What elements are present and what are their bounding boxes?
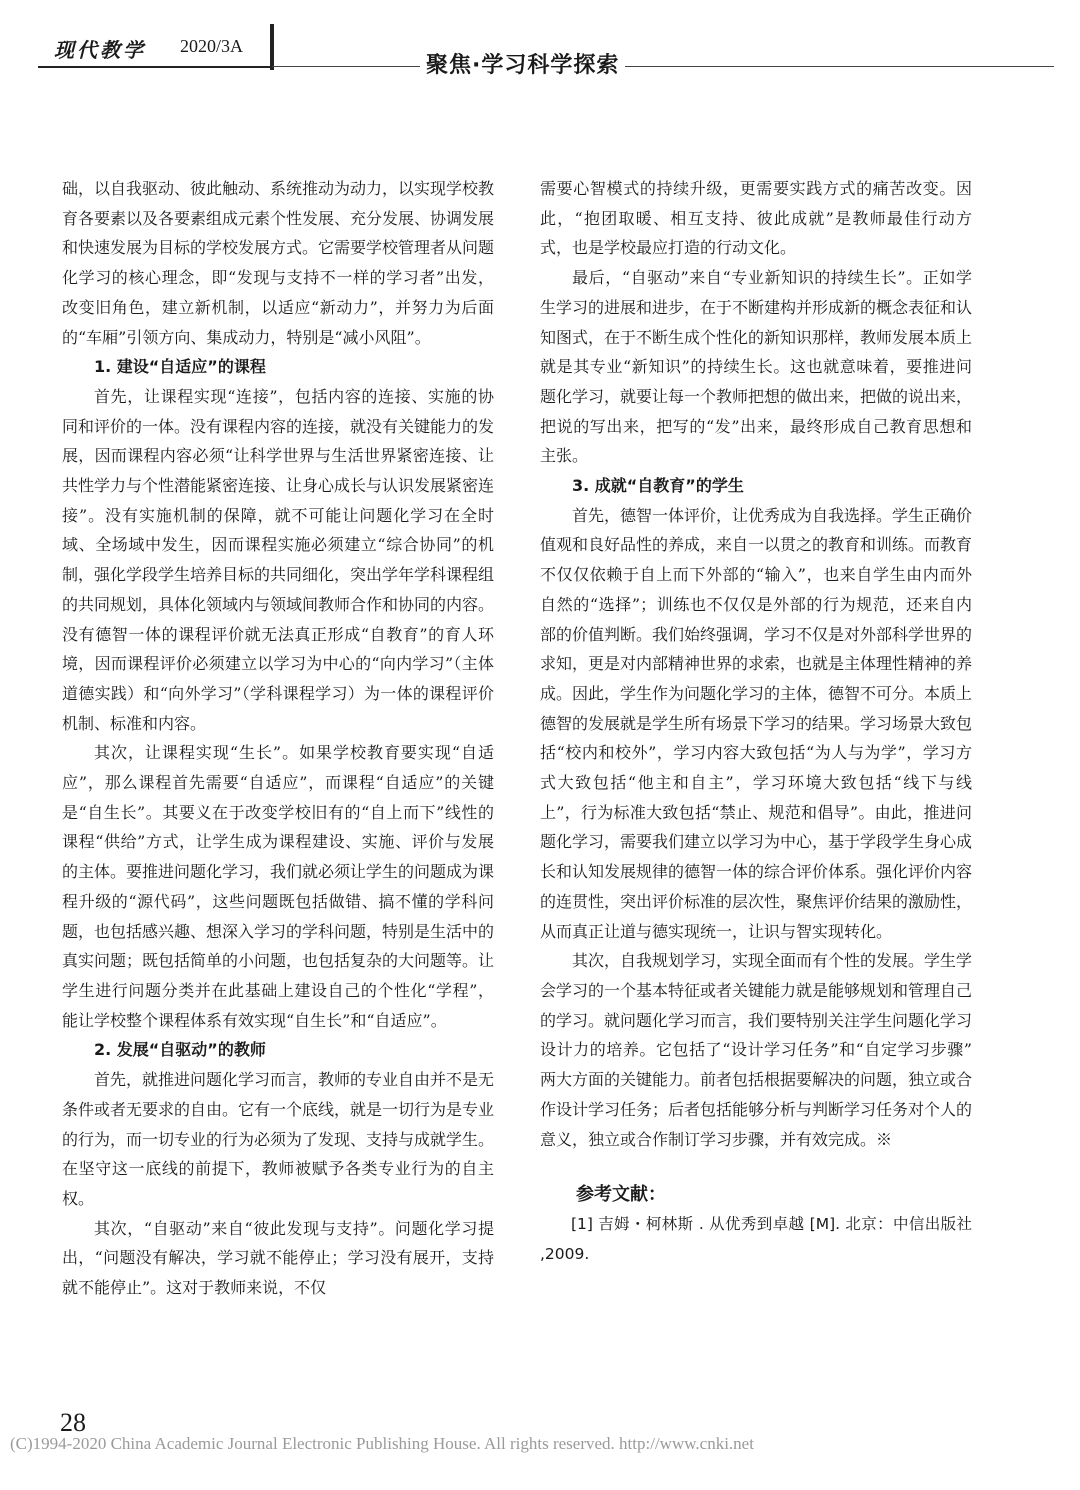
paragraph: 其次，让课程实现“生长”。如果学校教育要实现“自适应”，那么课程首先需要“自适应”，而课程“自适应”的关键是“自生长”。其要义在于改变学校旧有的“自上而下”线性的课程“供给”方式，让学生成为课程建设、实施、评价与发展的主体。要推进问题化学习，我们就必须让学生的问题成为课程升级的“源代码”，这些问题既包括做错、搞不懂的学科问题，也包括感兴趣、想深入学习的学科问题，特别是生活中的真实问题；既包括简单的小问题，也包括复杂的大问题等。让学生进行问题分类并在此基础上建设自己的个性化“学程”，能让学校整个课程体系有效实现“自生长”和“自适应”。 [62, 743, 495, 1030]
journal-name: 现代教学 [54, 38, 146, 62]
right-column [540, 174, 972, 1270]
header-rule-right [272, 66, 1054, 67]
reference-item: [1] 吉姆・柯林斯 . 从优秀到卓越 [M]. 北京：中信出版社 ,2009. [540, 1215, 972, 1263]
paragraph: 首先，让课程实现“连接”，包括内容的连接、实施的协同和评价的一体。没有课程内容的连接，就没有关键能力的发展，因而课程内容必须“让科学世界与生活世界紧密连接、让共性学力与个性潜能紧密连接、让身心成长与认识发展紧密连接”。没有实施机制的保障，就不可能让问题化学习在全时域、全场域中发生，因而课程实施必须建立“综合协同”的机制，强化学段学生培养目标的共同细化，突出学年学科课程组的共同规划，具体化领域内与领域间教师合作和协同的内容。没有德智一体的课程评价就无法真正形成“自教育”的育人环境，因而课程评价必须建立以学习为中心的“向内学习”（主体道德实践）和“向外学习”（学科课程学习）为一体的课程评价机制、标准和内容。 [62, 386, 495, 733]
references-heading: 参考文献： [576, 1184, 666, 1206]
page-number: 28 [60, 1408, 86, 1437]
subheading-curriculum: 1. 建设“自适应”的课程 [94, 357, 266, 377]
issue-number: 2020/3A [180, 36, 243, 56]
subheading-teacher: 2. 发展“自驱动”的教师 [94, 1040, 266, 1060]
section-title: 聚焦·学习科学探索 [420, 48, 625, 79]
paragraph: 础，以自我驱动、彼此触动、系统推动为动力，以实现学校教育各要素以及各要素组成元素个性发展、充分发展、协调发展和快速发展为目标的学校发展方式。它需要学校管理者从问题化学习的核心理念，即“发现与支持不一样的学习者”出发，改变旧角色，建立新机制，以适应“新动力”，并努力为后面的“车厢”引领方向、集成动力，特别是“减小风阻”。 [62, 179, 495, 347]
paragraph: 首先，德智一体评价，让优秀成为自我选择。学生正确价值观和良好品性的养成，来自一以贯之的教育和训练。而教育不仅仅依赖于自上而下外部的“输入”，也来自学生由内而外自然的“选择”；训练也不仅仅是外部的行为规范，还来自内部的价值判断。我们始终强调，学习不仅是对外部科学世界的求知，更是对内部精神世界的求索，也就是主体理性精神的养成。因此，学生作为问题化学习的主体，德智不可分。本质上德智的发展就是学生所有场景下学习的结果。学习场景大致包括“校内和校外”，学习内容大致包括“为人与为学”，学习方式大致包括“他主和自主”，学习环境大致包括“线下与线上”，行为标准大致包括“禁止、规范和倡导”。由此，推进问题化学习，需要我们建立以学习为中心，基于学段学生身心成长和认知发展规律的德智一体的综合评价体系。强化评价内容的连贯性，突出评价标准的层次性，聚焦评价结果的激励性，从而真正让道与德实现统一，让识与智实现转化。 [540, 505, 973, 941]
paragraph: 首先，就推进问题化学习而言，教师的专业自由并不是无条件或者无要求的自由。它有一个底线，就是一切行为是专业的行为，而一切专业的行为必须为了发现、支持与成就学生。在坚守这一底线的前提下，教师被赋予各类专业行为的自主权。 [62, 1070, 495, 1208]
paragraph: 其次，自我规划学习，实现全面而有个性的发展。学生学会学习的一个基本特征或者关键能力就是能够规划和管理自己的学习。就问题化学习而言，我们要特别关注学生问题化学习设计力的培养。它包括了“设计学习任务”和“自定学习步骤” 两大方面的关键能力。前者包括根据要解决的问题，独立或合作设计学习任务；后者包括能够分析与判断学习任务对个人的意义，独立或合作制订学习步骤，并有效完成。※ [540, 951, 973, 1149]
header-rule-left [38, 66, 270, 68]
header-divider [270, 24, 274, 70]
subheading-student: 3. 成就“自教育”的学生 [572, 476, 744, 496]
paragraph: 其次，“自驱动”来自“彼此发现与支持”。问题化学习提出，“问题没有解决，学习就不能停止；学习没有展开，支持就不能停止”。这对于教师来说，不仅 [62, 1218, 494, 1298]
paragraph: 最后，“自驱动”来自“专业新知识的持续生长”。正如学生学习的进展和进步，在于不断建构并形成新的概念表征和认知图式，在于不断生成个性化的新知识那样，教师发展本质上就是其专业“新知识”的持续生长。这也就意味着，要推进问题化学习，就要让每一个教师把想的做出来，把做的说出来，把说的写出来，把写的“发”出来，最终形成自己教育思想和主张。 [540, 268, 973, 466]
left-column [62, 174, 494, 1303]
copyright-notice: (C)1994-2020 China Academic Journal Electronic Publishing House. All rights reserved. http://www.cnki.net [10, 1434, 754, 1453]
paragraph: 需要心智模式的持续升级，更需要实践方式的痛苦改变。因此，“抱团取暖、相互支持、彼此成就”是教师最佳行动方式，也是学校最应打造的行动文化。 [540, 179, 972, 258]
